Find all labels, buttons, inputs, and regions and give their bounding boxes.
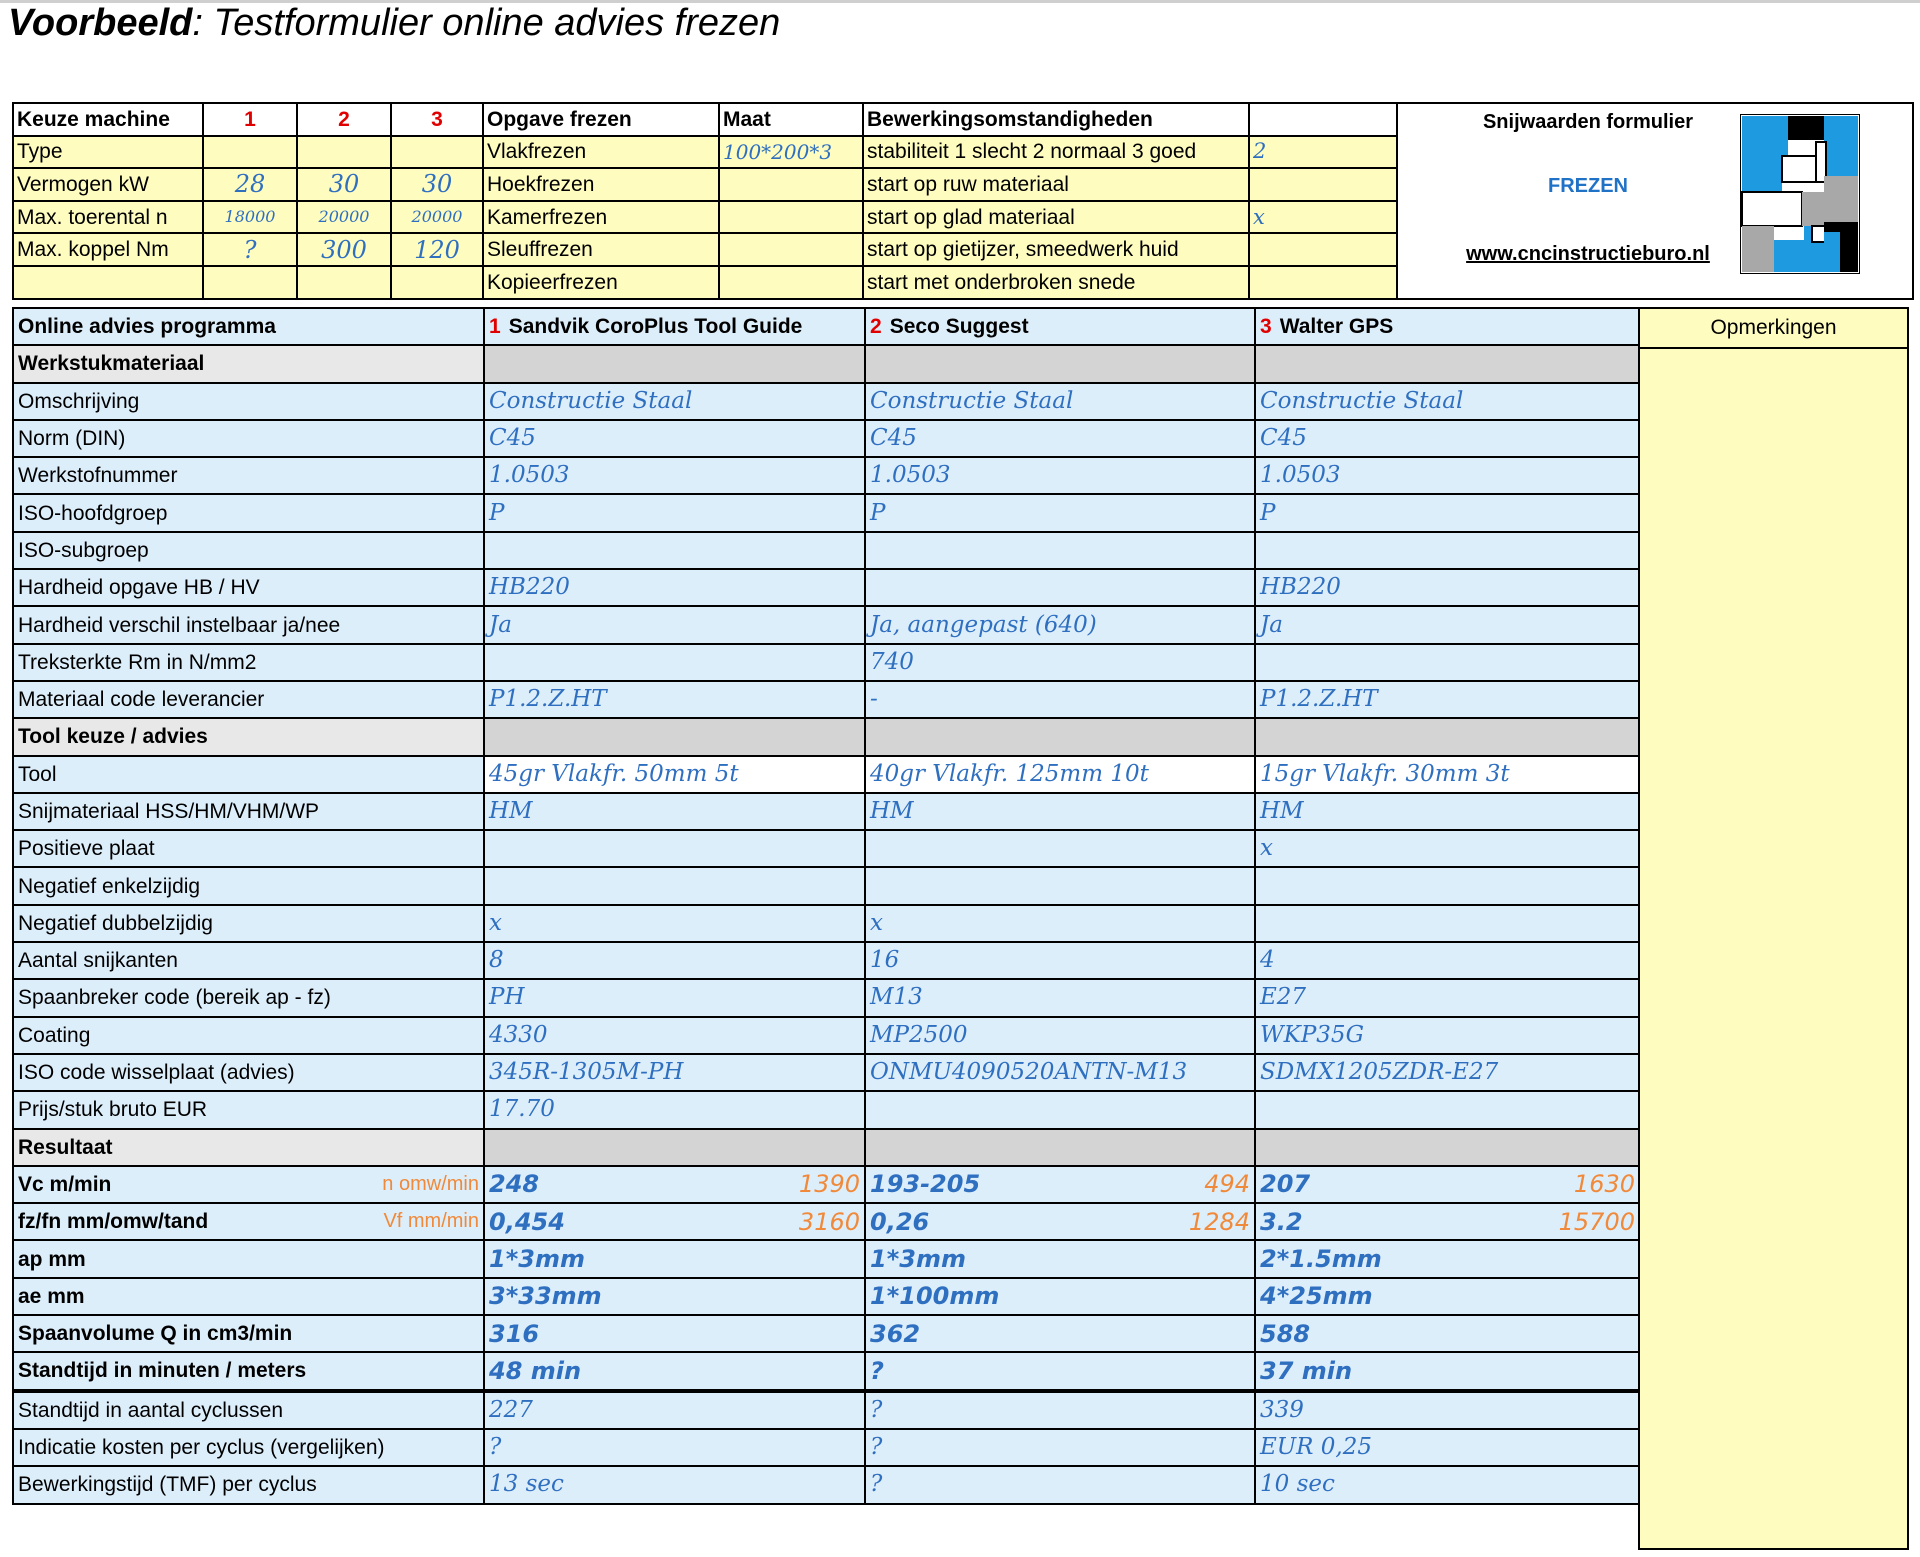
result-primary-value-2: 1*3mm [870, 1245, 966, 1274]
opmerkingen-header: Opmerkingen [1640, 309, 1907, 349]
result-label-text: ae mm [18, 1284, 85, 1308]
result-value-1[interactable] [484, 1315, 865, 1352]
table-row [13, 756, 1640, 793]
toerental-m2[interactable]: 20000 [297, 201, 391, 234]
program-1-header [484, 308, 865, 345]
werkstuk-value-2[interactable]: Ja, aangepast (640) [865, 606, 1255, 643]
table-row [13, 1017, 1640, 1054]
bew-onderbroken: start met onderbroken snede [863, 266, 1249, 299]
result-secondary-value-3: 15700 [1558, 1207, 1635, 1236]
werkstuk-value-2[interactable] [865, 569, 1255, 606]
werkstuk-value-2[interactable]: 1.0503 [865, 457, 1255, 494]
result-primary-value-3: 3.2 [1260, 1207, 1303, 1236]
tool-label: Coating [13, 1017, 484, 1054]
werkstuk-value-1[interactable] [484, 644, 865, 681]
werkstuk-label: Materiaal code leverancier [13, 681, 484, 718]
program-1-name: Sandvik CoroPlus Tool Guide [508, 315, 803, 339]
tool-label: Snijmateriaal HSS/HM/VHM/WP [13, 793, 484, 830]
tool-value-3[interactable]: E27 [1255, 979, 1640, 1016]
werkstuk-value-2[interactable]: - [865, 681, 1255, 718]
table-row [13, 532, 1640, 569]
tool-value-3[interactable] [1255, 905, 1640, 942]
result-label-text: Standtijd in minuten / meters [18, 1359, 307, 1383]
result-primary-value-3: 2*1.5mm [1260, 1245, 1382, 1274]
werkstuk-value-2[interactable]: C45 [865, 420, 1255, 457]
result-value-2[interactable] [865, 1240, 1255, 1277]
result-value-3[interactable] [1255, 1203, 1640, 1240]
werkstukmateriaal-section-col-3 [1255, 345, 1640, 382]
online-advies-header: Online advies programma [13, 308, 484, 345]
machine-3-header: 3 [391, 103, 483, 136]
tool-value-3[interactable]: 4 [1255, 942, 1640, 979]
cycle-value-2[interactable]: ? [865, 1429, 1255, 1466]
result-secondary-value-3: 1630 [1573, 1170, 1635, 1199]
tool-value-1[interactable]: 8 [484, 942, 865, 979]
opmerkingen-panel[interactable] [1638, 307, 1909, 1550]
program-3-header [1255, 308, 1640, 345]
bewerkings-header: Bewerkingsomstandigheden [863, 103, 1249, 136]
result-value-3[interactable] [1255, 1166, 1640, 1203]
tool-section-title: Tool keuze / advies [13, 718, 484, 755]
cycle-value-1[interactable]: 13 sec [484, 1466, 865, 1503]
result-row [13, 1203, 1640, 1240]
result-row [13, 1240, 1640, 1277]
page-title-rest: : Testformulier online advies frezen [192, 2, 781, 44]
result-primary-value-2: 193-205 [870, 1170, 981, 1199]
cycle-value-3[interactable]: EUR 0,25 [1255, 1429, 1640, 1466]
bew-gietijzer-value[interactable] [1249, 233, 1397, 266]
vermogen-label: Vermogen kW [13, 168, 203, 201]
table-row [13, 383, 1640, 420]
tool-value-1[interactable]: 4330 [484, 1017, 865, 1054]
tool-value-2[interactable] [865, 867, 1255, 904]
tool-value-1[interactable]: 17.70 [484, 1091, 865, 1128]
result-sub-label: n omw/min [382, 1172, 479, 1195]
result-primary-value-1: 248 [489, 1170, 540, 1199]
cycle-value-2[interactable]: ? [865, 1391, 1255, 1429]
result-value-2[interactable] [865, 1166, 1255, 1203]
table-row [13, 420, 1640, 457]
page-title-bold: Voorbeeld [8, 2, 193, 44]
toerental-m1[interactable]: 18000 [203, 201, 297, 234]
result-label-text: ap mm [18, 1247, 86, 1271]
result-row [13, 1166, 1640, 1203]
result-primary-value-1: 316 [489, 1319, 540, 1348]
vermogen-m1[interactable]: 28 [203, 168, 297, 201]
empty-label [13, 266, 203, 299]
bew-ruw-value[interactable] [1249, 168, 1397, 201]
tool-value-1[interactable]: x [484, 905, 865, 942]
opgave-frezen-header: Opgave frezen [483, 103, 719, 136]
resultaat-section-col-2 [865, 1129, 1255, 1166]
werkstuk-value-3[interactable]: P1.2.Z.HT [1255, 681, 1640, 718]
tool-label: Aantal snijkanten [13, 942, 484, 979]
tool-value-2[interactable]: x [865, 905, 1255, 942]
cycle-value-1[interactable]: 227 [484, 1391, 865, 1429]
table-row [13, 606, 1640, 643]
werkstuk-label: Norm (DIN) [13, 420, 484, 457]
opgave-sleuffrezen: Sleuffrezen [483, 233, 719, 266]
toerental-m3[interactable]: 20000 [391, 201, 483, 234]
tool-value-2[interactable]: ONMU4090520ANTN-M13 [865, 1054, 1255, 1091]
tool-label: Positieve plaat [13, 830, 484, 867]
result-primary-value-2: 362 [870, 1319, 921, 1348]
program-1-number: 1 [489, 315, 501, 339]
table-row [13, 569, 1640, 606]
result-value-3[interactable] [1255, 1240, 1640, 1277]
result-primary-value-1: 1*3mm [489, 1245, 585, 1274]
werkstuk-value-3[interactable]: C45 [1255, 420, 1640, 457]
opgave-kamerfrezen: Kamerfrezen [483, 201, 719, 234]
koppel-label: Max. koppel Nm [13, 233, 203, 266]
website-link[interactable]: www.cncinstructieburo.nl [1466, 243, 1710, 265]
machine-2-header: 2 [297, 103, 391, 136]
result-sub-label: Vf mm/min [383, 1210, 479, 1233]
table-row [13, 681, 1640, 718]
result-secondary-value-2: 1284 [1188, 1207, 1250, 1236]
result-primary-value-3: 37 min [1260, 1356, 1353, 1385]
tool-value-3[interactable]: HM [1255, 793, 1640, 830]
type-m3[interactable] [391, 136, 483, 169]
result-value-1[interactable] [484, 1240, 865, 1277]
werkstukmateriaal-section-row [13, 345, 1640, 382]
werkstuk-value-3[interactable] [1255, 532, 1640, 569]
werkstuk-value-3[interactable]: 1.0503 [1255, 457, 1640, 494]
werkstuk-value-1[interactable]: C45 [484, 420, 865, 457]
result-label-text: Vc m/min [18, 1172, 112, 1196]
result-value-1[interactable] [484, 1203, 865, 1240]
werkstuk-value-1[interactable]: P [484, 494, 865, 531]
result-row [13, 1352, 1640, 1390]
bew-gietijzer: start op gietijzer, smeedwerk huid [863, 233, 1249, 266]
tool-value-2[interactable]: MP2500 [865, 1017, 1255, 1054]
page-title [8, 2, 780, 45]
cycle-value-3[interactable]: 339 [1255, 1391, 1640, 1429]
resultaat-section-col-1 [484, 1129, 865, 1166]
table-row [13, 457, 1640, 494]
werkstuk-value-1[interactable] [484, 532, 865, 569]
tool-section-col-2 [865, 718, 1255, 755]
koppel-m2[interactable]: 300 [297, 233, 391, 266]
tool-value-2[interactable]: 16 [865, 942, 1255, 979]
result-secondary-value-2: 494 [1204, 1170, 1250, 1199]
tool-value-1[interactable]: HM [484, 793, 865, 830]
werkstuk-value-2[interactable]: 740 [865, 644, 1255, 681]
cycle-value-2[interactable]: ? [865, 1466, 1255, 1503]
maat-sleuffrezen[interactable] [719, 233, 863, 266]
cycle-label: Indicatie kosten per cyclus (vergelijken) [13, 1429, 484, 1466]
tool-label: Negatief dubbelzijdig [13, 905, 484, 942]
tool-value-1[interactable]: 45gr Vlakfr. 50mm 5t [484, 756, 865, 793]
bewerkings-value-header [1249, 103, 1397, 136]
werkstuk-label: Werkstofnummer [13, 457, 484, 494]
werkstuk-value-1[interactable]: Ja [484, 606, 865, 643]
tool-value-1[interactable] [484, 830, 865, 867]
result-primary-value-2: 0,26 [870, 1207, 930, 1236]
advice-table [12, 307, 1641, 1505]
tool-value-3[interactable]: 15gr Vlakfr. 30mm 3t [1255, 756, 1640, 793]
koppel-m1[interactable]: ? [203, 233, 297, 266]
tool-section-col-1 [484, 718, 865, 755]
tool-label: Prijs/stuk bruto EUR [13, 1091, 484, 1128]
table-row [13, 1466, 1640, 1503]
cycle-value-1[interactable]: ? [484, 1429, 865, 1466]
table-row [13, 1429, 1640, 1466]
maat-header: Maat [719, 103, 863, 136]
tool-label: Tool [13, 756, 484, 793]
bew-glad: start op glad materiaal [863, 201, 1249, 234]
tool-label: Negatief enkelzijdig [13, 867, 484, 904]
result-row [13, 1278, 1640, 1315]
result-primary-value-1: 48 min [489, 1356, 582, 1385]
werkstuk-value-1[interactable]: Constructie Staal [484, 383, 865, 420]
werkstuk-value-3[interactable]: Constructie Staal [1255, 383, 1640, 420]
werkstuk-label: Hardheid verschil instelbaar ja/nee [13, 606, 484, 643]
werkstuk-label: ISO-hoofdgroep [13, 494, 484, 531]
tool-label: ISO code wisselplaat (advies) [13, 1054, 484, 1091]
program-2-header [865, 308, 1255, 345]
vermogen-m3[interactable]: 30 [391, 168, 483, 201]
table-row [13, 494, 1640, 531]
result-row [13, 1315, 1640, 1352]
result-secondary-value-1: 1390 [798, 1170, 860, 1199]
program-3-number: 3 [1260, 315, 1272, 339]
result-label [13, 1166, 484, 1203]
werkstuk-value-3[interactable]: Ja [1255, 606, 1640, 643]
tool-value-3[interactable] [1255, 867, 1640, 904]
vermogen-m2[interactable]: 30 [297, 168, 391, 201]
bew-stabiliteit: stabiliteit 1 slecht 2 normaal 3 goed [863, 136, 1249, 169]
tool-value-1[interactable]: PH [484, 979, 865, 1016]
machine-1-header: 1 [203, 103, 297, 136]
maat-kopieerfrezen[interactable] [719, 266, 863, 299]
maat-kamerfrezen[interactable] [719, 201, 863, 234]
result-label [13, 1240, 484, 1277]
result-primary-value-1: 0,454 [489, 1207, 565, 1236]
bew-stabiliteit-value[interactable]: 2 [1249, 136, 1397, 169]
werkstuk-label: Treksterkte Rm in N/mm2 [13, 644, 484, 681]
table-row [13, 979, 1640, 1016]
machine-table [12, 102, 1914, 300]
opgave-hoekfrezen: Hoekfrezen [483, 168, 719, 201]
tool-value-2[interactable]: 40gr Vlakfr. 125mm 10t [865, 756, 1255, 793]
result-value-3[interactable] [1255, 1352, 1640, 1390]
bew-glad-value[interactable]: x [1249, 201, 1397, 234]
toerental-label: Max. toerental n [13, 201, 203, 234]
werkstuk-label: ISO-subgroep [13, 532, 484, 569]
cycle-label: Bewerkingstijd (TMF) per cyclus [13, 1466, 484, 1503]
program-2-number: 2 [870, 315, 882, 339]
werkstuk-label: Hardheid opgave HB / HV [13, 569, 484, 606]
result-value-2[interactable] [865, 1203, 1255, 1240]
result-secondary-value-1: 3160 [798, 1207, 860, 1236]
werkstuk-value-2[interactable] [865, 532, 1255, 569]
resultaat-section-row [13, 1129, 1640, 1166]
result-value-3[interactable] [1255, 1278, 1640, 1315]
result-label-text: fz/fn mm/omw/tand [18, 1210, 209, 1234]
result-label [13, 1203, 484, 1240]
empty-m1[interactable] [203, 266, 297, 299]
result-value-2[interactable] [865, 1278, 1255, 1315]
werkstuk-value-1[interactable]: 1.0503 [484, 457, 865, 494]
type-m1[interactable] [203, 136, 297, 169]
opgave-vlakfrezen: Vlakfrezen [483, 136, 719, 169]
table-row [13, 905, 1640, 942]
logo-block [1397, 103, 1913, 299]
result-primary-value-3: 588 [1260, 1319, 1311, 1348]
result-primary-value-1: 3*33mm [489, 1282, 602, 1311]
empty-m2[interactable] [297, 266, 391, 299]
werkstuk-value-2[interactable]: P [865, 494, 1255, 531]
result-value-1[interactable] [484, 1166, 865, 1203]
resultaat-section-title: Resultaat [13, 1129, 484, 1166]
table-row [13, 644, 1640, 681]
cycle-label: Standtijd in aantal cyclussen [13, 1391, 484, 1429]
tool-value-2[interactable] [865, 830, 1255, 867]
tool-section-col-3 [1255, 718, 1640, 755]
table-row [13, 1391, 1640, 1429]
result-value-2[interactable] [865, 1352, 1255, 1390]
werkstuk-value-2[interactable]: Constructie Staal [865, 383, 1255, 420]
result-value-3[interactable] [1255, 1315, 1640, 1352]
werkstuk-value-3[interactable] [1255, 644, 1640, 681]
cnc-logo-icon [1740, 114, 1860, 274]
resultaat-section-col-3 [1255, 1129, 1640, 1166]
type-m2[interactable] [297, 136, 391, 169]
result-label [13, 1315, 484, 1352]
result-label [13, 1278, 484, 1315]
tool-label: Spaanbreker code (bereik ap - fz) [13, 979, 484, 1016]
table-row [13, 942, 1640, 979]
werkstukmateriaal-section-title: Werkstukmateriaal [13, 345, 484, 382]
result-value-1[interactable] [484, 1278, 865, 1315]
table-row [13, 1054, 1640, 1091]
tool-value-3[interactable]: WKP35G [1255, 1017, 1640, 1054]
bew-ruw: start op ruw materiaal [863, 168, 1249, 201]
bew-onderbroken-value[interactable] [1249, 266, 1397, 299]
werkstuk-label: Omschrijving [13, 383, 484, 420]
result-primary-value-3: 207 [1260, 1170, 1311, 1199]
result-label [13, 1352, 484, 1390]
table-row [13, 793, 1640, 830]
maat-hoekfrezen[interactable] [719, 168, 863, 201]
result-primary-value-3: 4*25mm [1260, 1282, 1373, 1311]
logo-block-subtitle: FREZEN [1548, 175, 1628, 197]
tool-section-row [13, 718, 1640, 755]
werkstuk-value-3[interactable]: P [1255, 494, 1640, 531]
tool-value-3[interactable] [1255, 1091, 1640, 1128]
result-primary-value-2: ? [870, 1356, 884, 1385]
table-row [13, 867, 1640, 904]
type-label: Type [13, 136, 203, 169]
result-label-text: Spaanvolume Q in cm3/min [18, 1322, 293, 1346]
table-row [13, 1091, 1640, 1128]
werkstukmateriaal-section-col-1 [484, 345, 865, 382]
tool-value-3[interactable]: SDMX1205ZDR-E27 [1255, 1054, 1640, 1091]
program-3-name: Walter GPS [1279, 315, 1394, 339]
tool-value-1[interactable]: 345R-1305M-PH [484, 1054, 865, 1091]
tool-value-2[interactable]: M13 [865, 979, 1255, 1016]
tool-value-1[interactable] [484, 867, 865, 904]
tool-value-2[interactable]: HM [865, 793, 1255, 830]
werkstuk-value-3[interactable]: HB220 [1255, 569, 1640, 606]
tool-value-2[interactable] [865, 1091, 1255, 1128]
keuze-machine-header: Keuze machine [13, 103, 203, 136]
werkstukmateriaal-section-col-2 [865, 345, 1255, 382]
koppel-m3[interactable]: 120 [391, 233, 483, 266]
werkstuk-value-1[interactable]: HB220 [484, 569, 865, 606]
program-2-name: Seco Suggest [889, 315, 1029, 339]
result-value-2[interactable] [865, 1315, 1255, 1352]
werkstuk-value-1[interactable]: P1.2.Z.HT [484, 681, 865, 718]
tool-value-3[interactable]: x [1255, 830, 1640, 867]
result-primary-value-2: 1*100mm [870, 1282, 1000, 1311]
maat-vlakfrezen[interactable]: 100*200*3 [719, 136, 863, 169]
table-row [13, 830, 1640, 867]
result-value-1[interactable] [484, 1352, 865, 1390]
logo-block-title: Snijwaarden formulier [1482, 111, 1694, 133]
empty-m3[interactable] [391, 266, 483, 299]
cycle-value-3[interactable]: 10 sec [1255, 1466, 1640, 1503]
opgave-kopieerfrezen: Kopieerfrezen [483, 266, 719, 299]
